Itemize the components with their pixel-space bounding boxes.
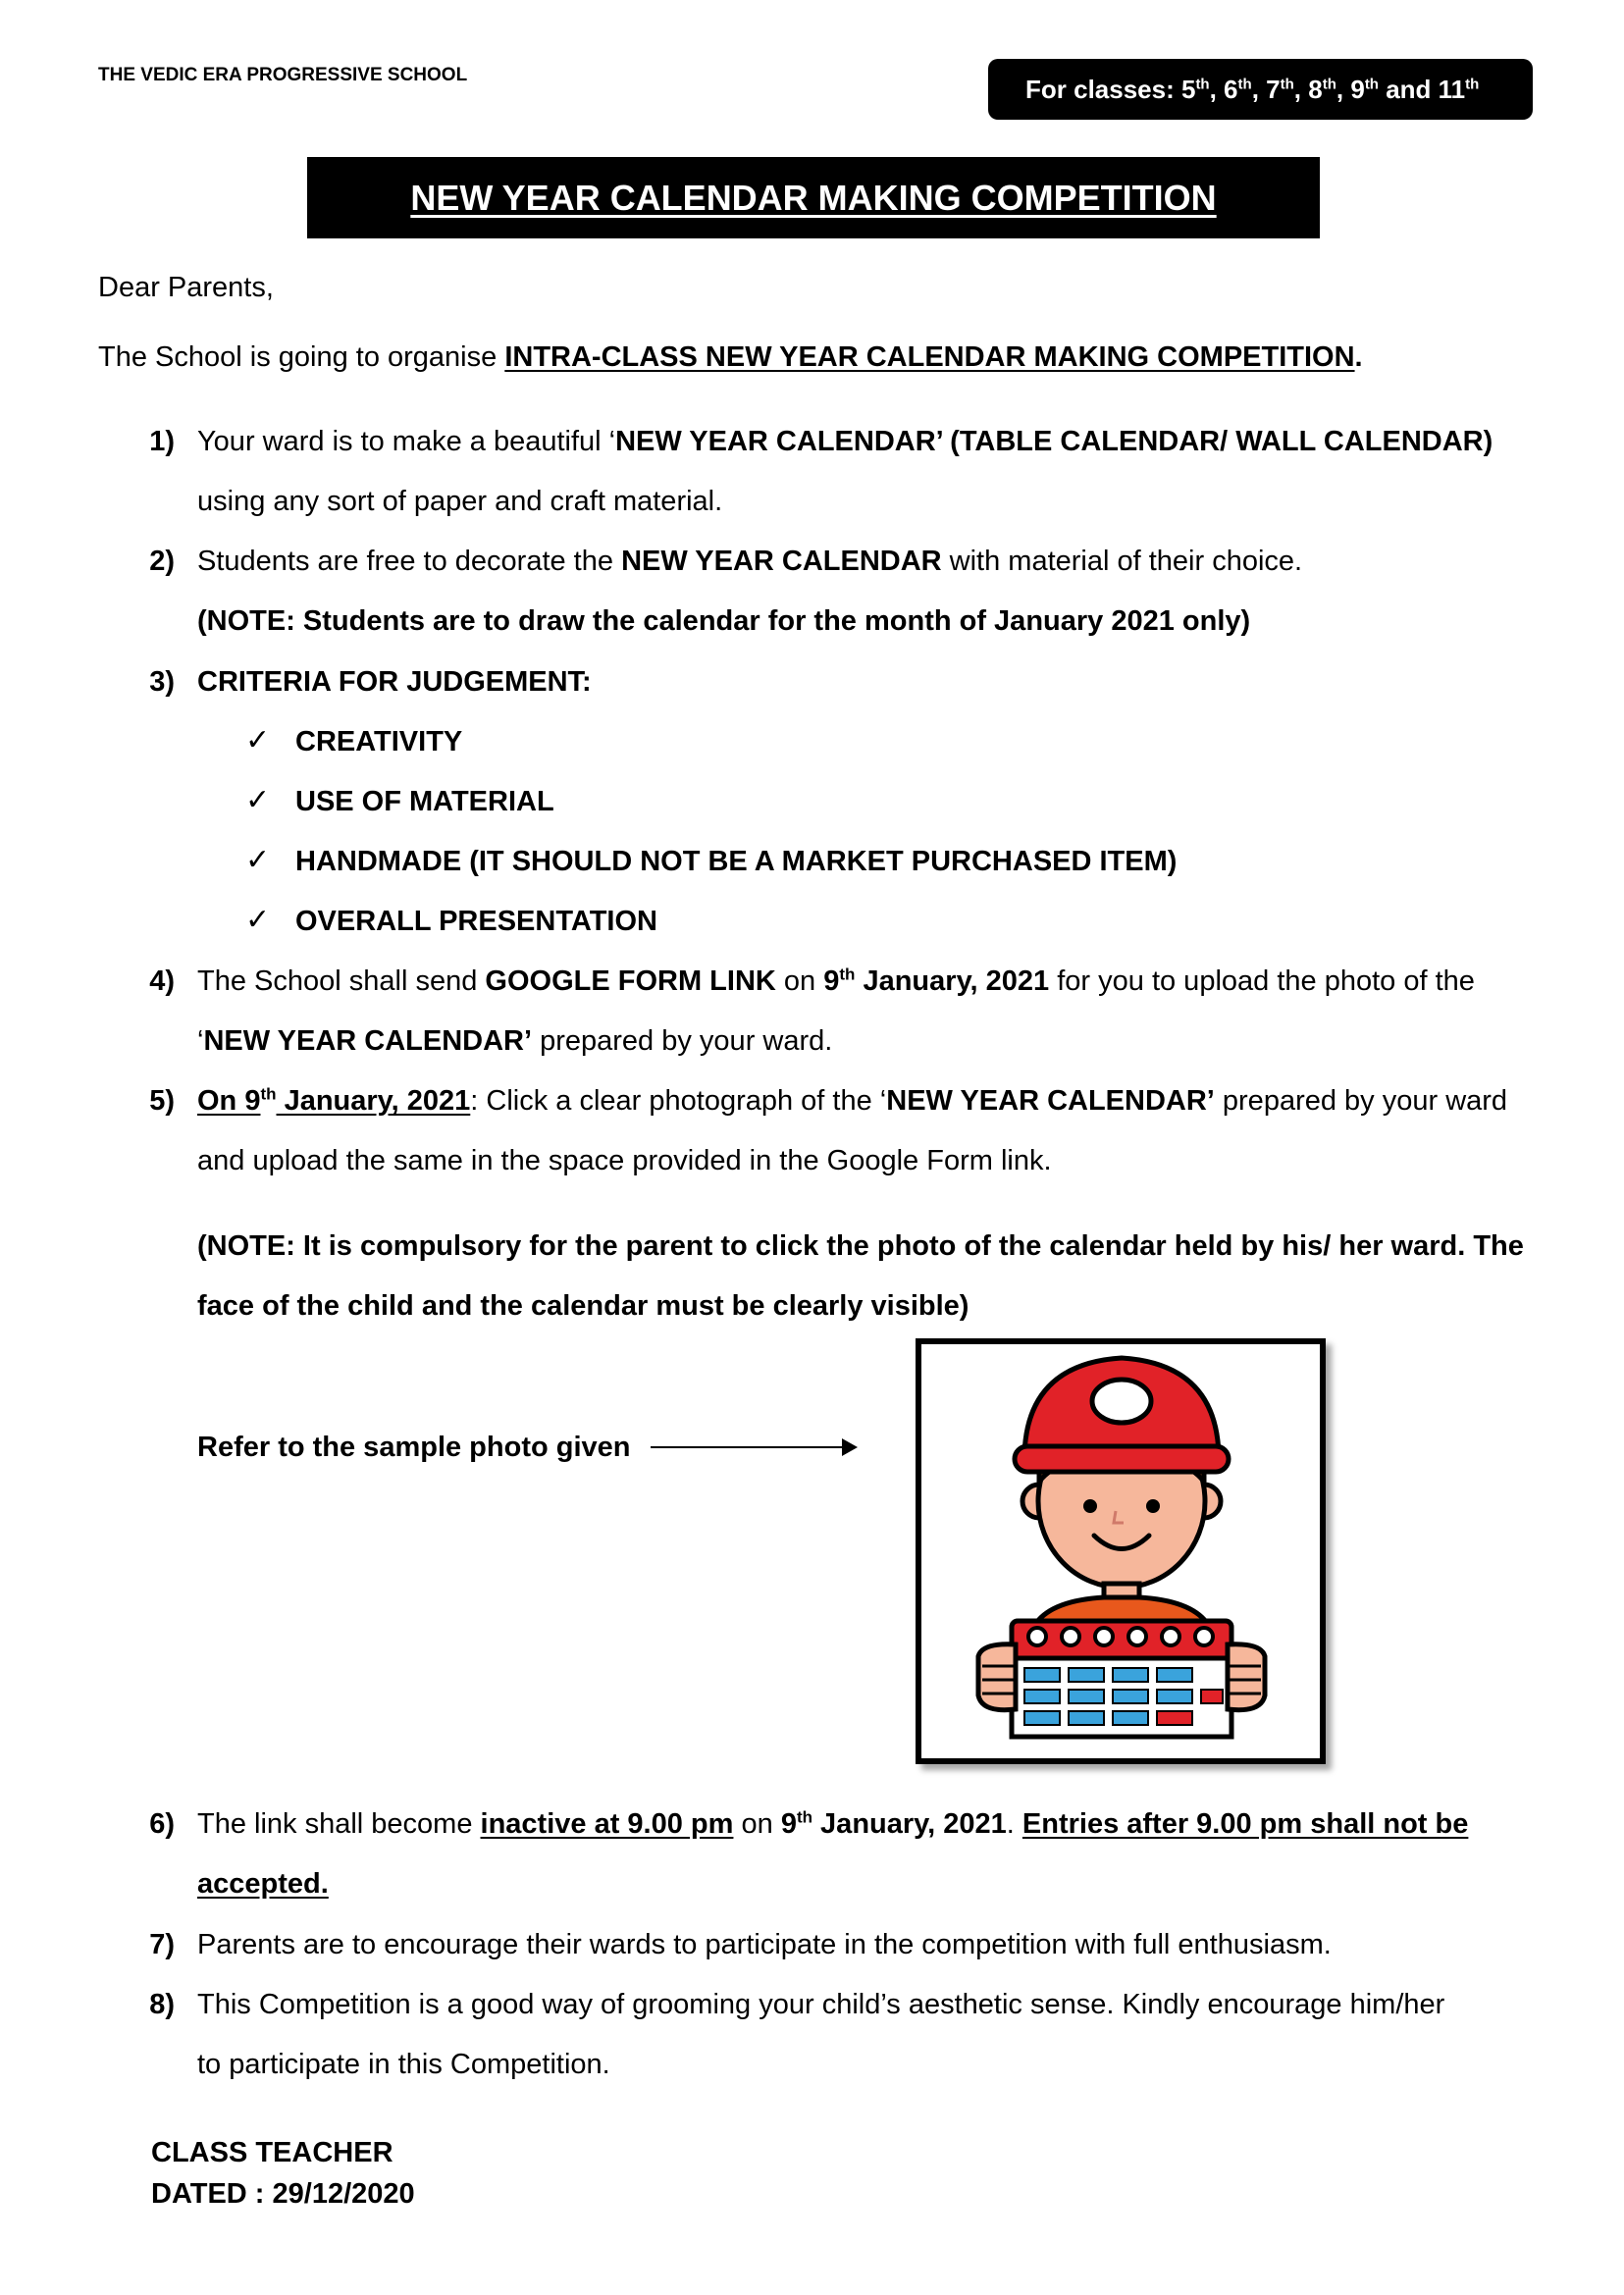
check-icon: ✓ bbox=[245, 904, 271, 936]
criteria-item: CREATIVITY bbox=[295, 726, 463, 757]
greeting: Dear Parents, bbox=[98, 272, 274, 303]
item-8-line-1: This Competition is a good way of grooming your child’s aesthetic sense. Kindly encourage him/her bbox=[197, 1989, 1445, 2020]
item-number-8: 8) bbox=[149, 1989, 175, 2020]
boy-holding-calendar-icon bbox=[921, 1344, 1320, 1758]
intro-paragraph: The School is going to organise INTRA-CLASS NEW YEAR CALENDAR MAKING COMPETITION. bbox=[98, 341, 1363, 373]
item-5-line-1: On 9th January, 2021: Click a clear photograph of the ‘NEW YEAR CALENDAR’ prepared by your ward bbox=[197, 1084, 1508, 1117]
page-title: NEW YEAR CALENDAR MAKING COMPETITION bbox=[307, 157, 1320, 238]
sample-photo-caption: Refer to the sample photo given bbox=[197, 1432, 631, 1463]
item-7-text: Parents are to encourage their wards to participate in the competition with full enthusiasm. bbox=[197, 1929, 1332, 1960]
criteria-item: HANDMADE (IT SHOULD NOT BE A MARKET PURCHASED ITEM) bbox=[295, 846, 1178, 877]
classes-badge: For classes: 5th, 6th, 7th, 8th, 9th and 11th bbox=[988, 59, 1533, 120]
signature: CLASS TEACHER bbox=[151, 2137, 393, 2168]
item-number-6: 6) bbox=[149, 1808, 175, 1840]
item-2-note: (NOTE: Students are to draw the calendar for the month of January 2021 only) bbox=[197, 605, 1251, 637]
item-5-note-line-2: face of the child and the calendar must be clearly visible) bbox=[197, 1290, 969, 1322]
item-number-5: 5) bbox=[149, 1085, 175, 1117]
item-number-4: 4) bbox=[149, 965, 175, 997]
dated: DATED : 29/12/2020 bbox=[151, 2178, 415, 2210]
item-4-line-2: ‘NEW YEAR CALENDAR’ prepared by your ward. bbox=[197, 1025, 833, 1057]
item-8-line-2: to participate in this Competition. bbox=[197, 2049, 610, 2080]
item-1-line-2: using any sort of paper and craft material. bbox=[197, 486, 723, 517]
item-5-line-2: and upload the same in the space provided in the Google Form link. bbox=[197, 1145, 1052, 1176]
item-6-line-2: accepted. bbox=[197, 1868, 329, 1900]
item-2-line-1: Students are free to decorate the NEW YEAR CALENDAR with material of their choice. bbox=[197, 546, 1303, 577]
item-5-note-line-1: (NOTE: It is compulsory for the parent to click the photo of the calendar held by his/ her ward. The bbox=[197, 1230, 1524, 1262]
criteria-heading: CRITERIA FOR JUDGEMENT: bbox=[197, 666, 592, 698]
check-icon: ✓ bbox=[245, 724, 271, 756]
check-icon: ✓ bbox=[245, 844, 271, 876]
sample-photo bbox=[916, 1338, 1326, 1764]
item-6-line-1: The link shall become inactive at 9.00 pm on 9th January, 2021. Entries after 9.00 pm shall not be bbox=[197, 1807, 1469, 1840]
item-number-7: 7) bbox=[149, 1929, 175, 1960]
arrow-line bbox=[651, 1446, 847, 1448]
item-4-line-1: The School shall send GOOGLE FORM LINK on 9th January, 2021 for you to upload the photo of the bbox=[197, 965, 1475, 997]
criteria-item: OVERALL PRESENTATION bbox=[295, 906, 657, 937]
item-number-2: 2) bbox=[149, 546, 175, 577]
item-1-line-1: Your ward is to make a beautiful ‘NEW YEAR CALENDAR’ (TABLE CALENDAR/ WALL CALENDAR) bbox=[197, 426, 1493, 457]
check-icon: ✓ bbox=[245, 784, 271, 816]
school-name: THE VEDIC ERA PROGRESSIVE SCHOOL bbox=[98, 65, 468, 85]
item-number-3: 3) bbox=[149, 666, 175, 698]
item-number-1: 1) bbox=[149, 426, 175, 457]
criteria-item: USE OF MATERIAL bbox=[295, 786, 554, 817]
arrow-right-icon bbox=[842, 1438, 858, 1456]
